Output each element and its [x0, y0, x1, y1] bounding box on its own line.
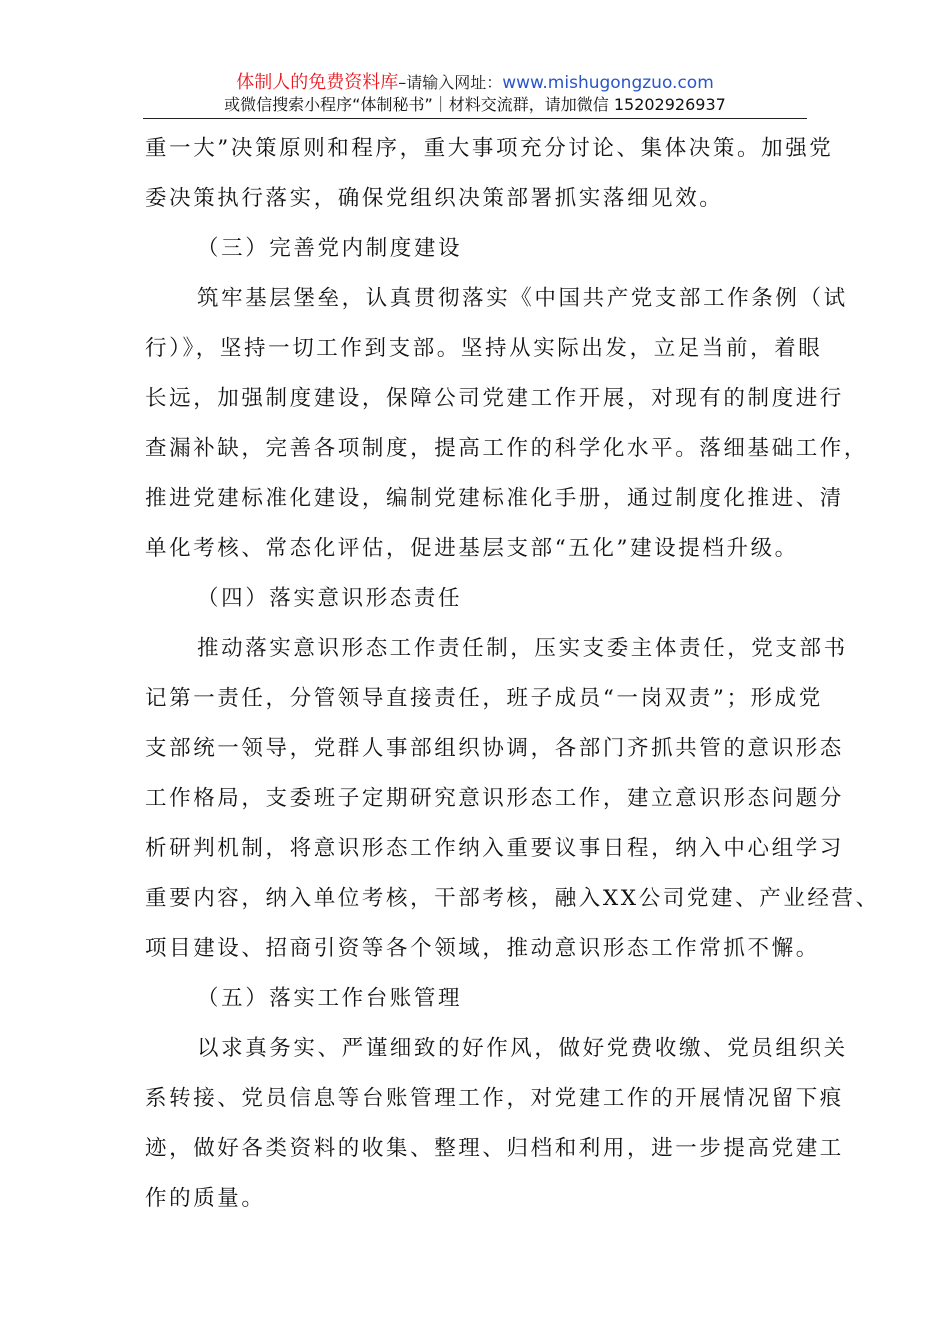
paragraph-line: 重一大”决策原则和程序，重大事项充分讨论、集体决策。加强党 [145, 136, 834, 161]
paragraph-line: 工作格局，支委班子定期研究意识形态工作，建立意识形态问题分 [145, 786, 844, 811]
paragraph-line: 系转接、党员信息等台账管理工作，对党建工作的开展情况留下痕 [145, 1086, 844, 1111]
section-heading-3: （三）完善党内制度建设 [197, 236, 463, 261]
header-brand: 体制人的免费资料库 [236, 72, 399, 93]
header-url-link[interactable]: www.mishugongzuo.com [502, 73, 714, 93]
section-heading-4: （四）落实意识形态责任 [197, 586, 463, 611]
paragraph-line: 单化考核、常态化评估，促进基层支部“五化”建设提档升级。 [145, 536, 799, 561]
paragraph-line: 推动落实意识形态工作责任制，压实支委主体责任，党支部书 [197, 636, 848, 661]
document-body [145, 124, 880, 1224]
paragraph-line: 析研判机制，将意识形态工作纳入重要议事日程，纳入中心组学习 [145, 836, 844, 861]
header-divider [143, 118, 807, 119]
paragraph-line: 记第一责任，分管领导直接责任，班子成员“一岗双责”；形成党 [145, 686, 823, 711]
paragraph-line: 作的质量。 [145, 1186, 266, 1211]
header-line-1 [145, 72, 805, 94]
paragraph-line: 项目建设、招商引资等各个领域，推动意识形态工作常抓不懈。 [145, 936, 820, 961]
paragraph-line: 迹，做好各类资料的收集、整理、归档和利用，进一步提高党建工 [145, 1136, 844, 1161]
paragraph-line: 筑牢基层堡垒，认真贯彻落实《中国共产党支部工作条例（试 [197, 286, 848, 311]
page-header [145, 70, 805, 118]
paragraph-line: 以求真务实、严谨细致的好作风，做好党费收缴、党员组织关 [197, 1036, 848, 1061]
paragraph-line: 支部统一领导，党群人事部组织协调，各部门齐抓共管的意识形态 [145, 736, 844, 761]
paragraph-line: 行）》，坚持一切工作到支部。坚持从实际出发，立足当前，着眼 [145, 336, 823, 361]
paragraph-line: 推进党建标准化建设，编制党建标准化手册，通过制度化推进、清 [145, 486, 844, 511]
paragraph-line: 重要内容，纳入单位考核，干部考核，融入XX公司党建、产业经营、 [145, 886, 880, 911]
paragraph-line: 委决策执行落实，确保党组织决策部署抓实落细见效。 [145, 186, 724, 211]
paragraph-line: 查漏补缺，完善各项制度，提高工作的科学化水平。落细基础工作， [145, 436, 869, 461]
header-prompt: –请输入网址： [398, 73, 503, 92]
paragraph-line: 长远，加强制度建设，保障公司党建工作开展，对现有的制度进行 [145, 386, 844, 411]
section-heading-5: （五）落实工作台账管理 [197, 986, 463, 1011]
header-line-2: 或微信搜索小程序“体制秘书”｜材料交流群，请加微信 15202926937 [224, 95, 726, 114]
